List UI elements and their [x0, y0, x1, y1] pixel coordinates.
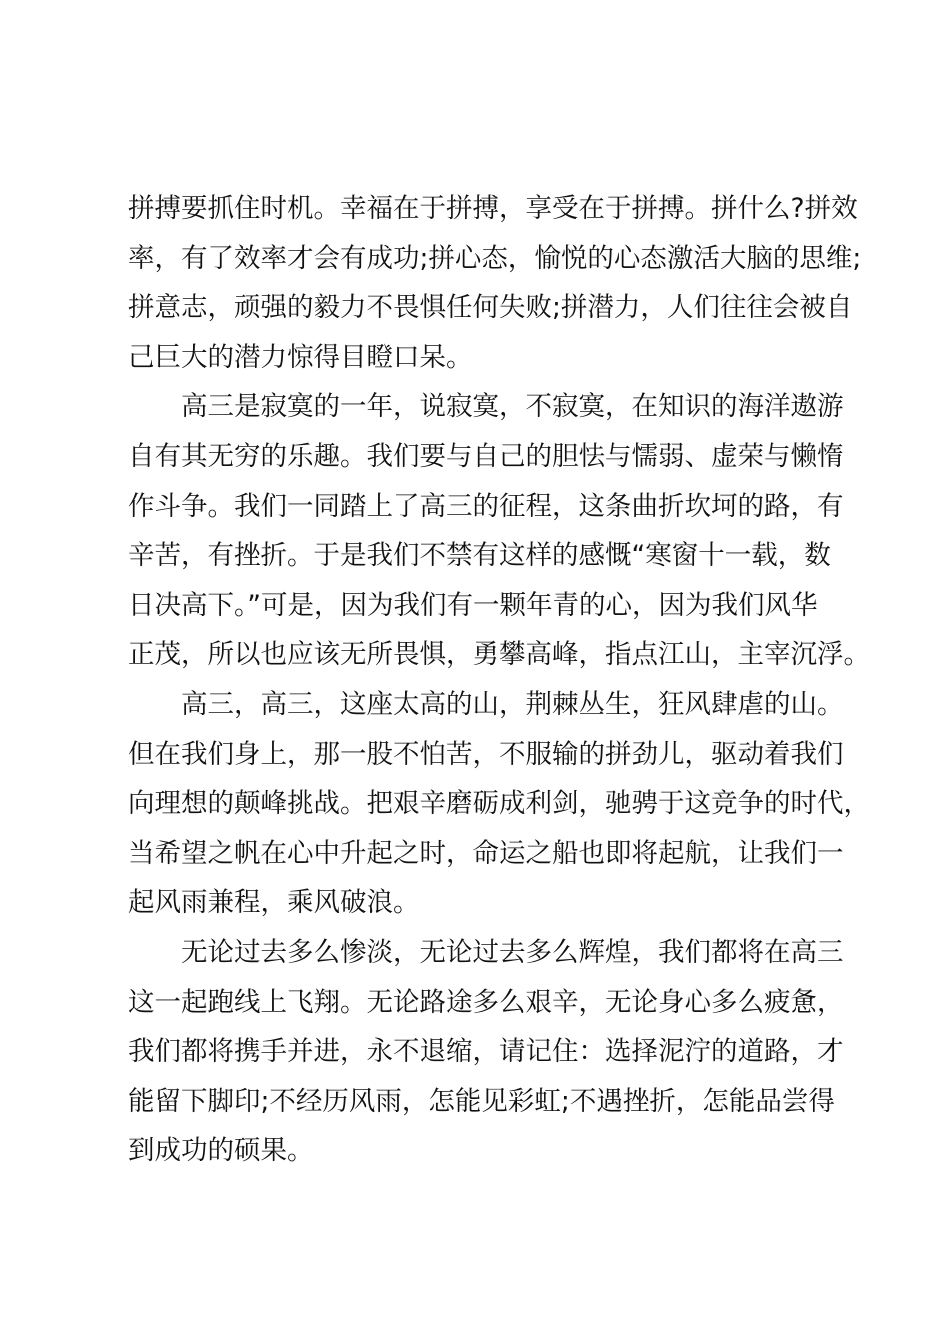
text-line: 辛苦，有挫折。于是我们不禁有这样的感慨“寒窗十一载，数 [128, 540, 831, 572]
text-line: 我们都将携手并进，永不退缩，请记住：选择泥泞的道路，才 [128, 1036, 844, 1068]
paragraph-4 [128, 928, 844, 1176]
text-line: 自有其无穷的乐趣。我们要与自己的胆怯与懦弱、虚荣与懒惰 [128, 440, 844, 472]
text-line: 拼搏要抓住时机。幸福在于拼搏，享受在于拼搏。拼什么?拼效 [128, 193, 858, 224]
paragraph-1 [128, 184, 862, 382]
text-line: 己巨大的潜力惊得目瞪口呆。 [128, 341, 473, 373]
text-line: 到成功的硕果。 [128, 1135, 314, 1167]
text-line: 正茂，所以也应该无所畏惧，勇攀高峰，指点江山，主宰沉浮。 [128, 639, 870, 671]
text-line: 高三，高三，这座太高的山，荆棘丛生，狂风肆虐的山。 [181, 688, 844, 720]
paragraph-3 [128, 680, 870, 928]
text-line: 但在我们身上，那一股不怕苦，不服输的拼劲儿，驱动着我们 [128, 738, 844, 770]
text-line: 日决高下。”可是，因为我们有一颗年青的心，因为我们风华 [128, 589, 818, 621]
paragraph-2 [128, 382, 870, 680]
document-body [128, 184, 870, 1176]
text-line: 率，有了效率才会有成功;拼心态，愉悦的心态激活大脑的思维; [128, 242, 862, 274]
text-line: 拼意志，顽强的毅力不畏惧任何失败;拼潜力，人们往往会被自 [128, 292, 853, 324]
text-line: 起风雨兼程，乘风破浪。 [128, 887, 420, 919]
text-line: 作斗争。我们一同踏上了高三的征程，这条曲折坎坷的路，有 [128, 490, 844, 522]
text-line: 高三是寂寞的一年，说寂寞，不寂寞，在知识的海洋遨游 [181, 391, 844, 423]
text-line: 向理想的颠峰挑战。把艰辛磨砺成利剑，驰骋于这竞争的时代， [128, 788, 870, 820]
text-line: 无论过去多么惨淡，无论过去多么辉煌，我们都将在高三 [181, 936, 844, 968]
text-line: 这一起跑线上飞翔。无论路途多么艰辛，无论身心多么疲惫， [128, 986, 844, 1018]
text-line: 能留下脚印;不经历风雨，怎能见彩虹;不遇挫折，怎能品尝得 [128, 1085, 835, 1117]
text-line: 当希望之帆在心中升起之时，命运之船也即将起航，让我们一 [128, 837, 844, 869]
